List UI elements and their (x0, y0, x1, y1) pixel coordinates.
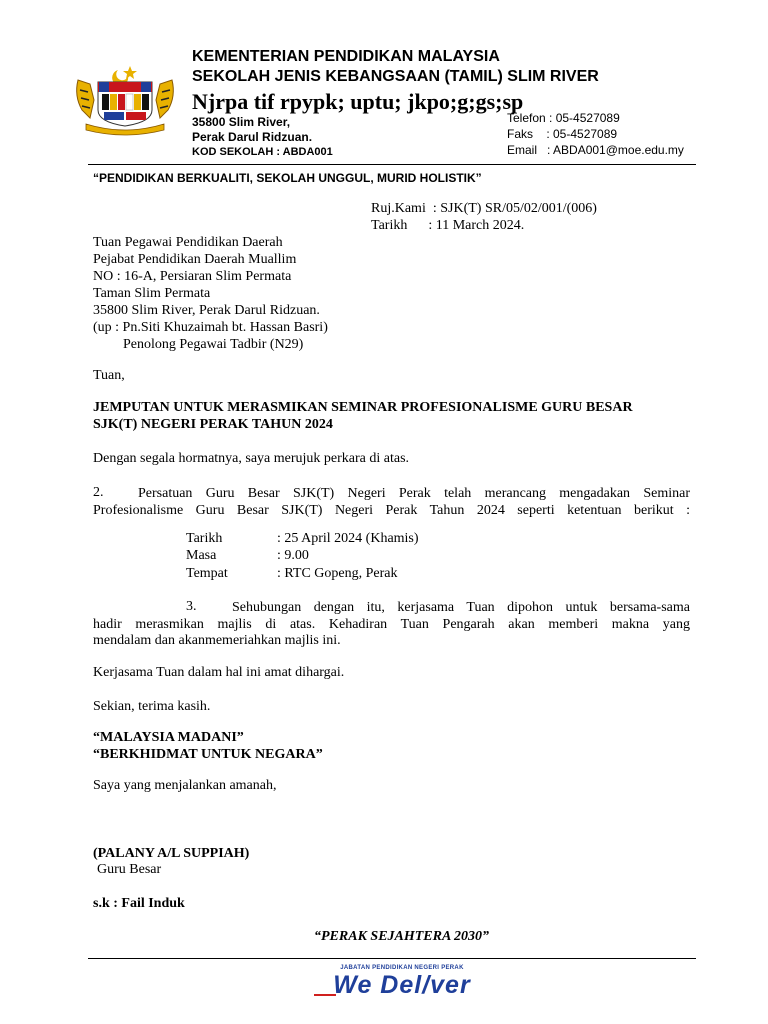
signer-name: (PALANY A/L SUPPIAH) (93, 846, 250, 861)
slogan-line: “MALAYSIA MADANI” (93, 730, 244, 745)
school-motto: “PENDIDIKAN BERKUALITI, SEKOLAH UNGGUL, MURID HOLISTIK” (93, 171, 482, 185)
detail-label: Masa (186, 548, 217, 563)
logo-wordmark: We Del/ver (333, 971, 471, 999)
subject-line: JEMPUTAN UNTUK MERASMIKAN SEMINAR PROFESIONALISME GURU BESAR (93, 400, 633, 415)
detail-value: : RTC Gopeng, Perak (277, 566, 398, 581)
footer-divider (88, 958, 696, 959)
detail-label: Tempat (186, 566, 228, 581)
closing-line: Sekian, terima kasih. (93, 699, 211, 714)
malaysia-coat-of-arms-icon (72, 60, 178, 138)
school-tamil-name: Njrpa tif rpypk; uptu; jkpo;g;gs;sp (192, 89, 524, 114)
recipient-line: (up : Pn.Siti Khuzaimah bt. Hassan Basri) (93, 320, 328, 335)
school-address-line-1: 35800 Slim River, (192, 115, 291, 129)
phone-number: Telefon : 05-4527089 (507, 111, 620, 125)
recipient-line: NO : 16-A, Persiaran Slim Permata (93, 269, 292, 284)
logo-caption: JABATAN PENDIDIKAN NEGERI PERAK (340, 965, 464, 971)
school-code: KOD SEKOLAH : ABDA001 (192, 146, 333, 158)
reference-number: Ruj.Kami : SJK(T) SR/05/02/001/(006) (371, 201, 597, 216)
recipient-line: Taman Slim Permata (93, 286, 211, 301)
paragraph-3-line: hadir merasmikan majlis di atas. Kehadiran Tuan Pengarah akan memberi makna yang (93, 617, 690, 632)
detail-value: : 25 April 2024 (Khamis) (277, 531, 419, 546)
subject-line: SJK(T) NEGERI PERAK TAHUN 2024 (93, 417, 333, 432)
email-address: Email : ABDA001@moe.edu.my (507, 143, 684, 157)
signer-position: Guru Besar (97, 862, 162, 877)
trust-statement: Saya yang menjalankan amanah, (93, 778, 277, 793)
slogan-line: “BERKHIDMAT UNTUK NEGARA” (93, 747, 323, 762)
salutation: Tuan, (93, 368, 125, 383)
recipient-line: Tuan Pegawai Pendidikan Daerah (93, 235, 283, 250)
paragraph-2-line: Persatuan Guru Besar SJK(T) Negeri Perak telah merancang mengadakan Seminar (138, 486, 690, 501)
ministry-title: KEMENTERIAN PENDIDIKAN MALAYSIA (192, 48, 500, 65)
footer-slogan: “PERAK SEJAHTERA 2030” (314, 929, 490, 944)
paragraph-3-line: mendalam dan akanmemeriahkan majlis ini. (93, 633, 341, 648)
header-divider (88, 164, 696, 165)
paragraph-4: Kerjasama Tuan dalam hal ini amat dihargai. (93, 665, 345, 680)
paragraph-1: Dengan segala hormatnya, saya merujuk perkara di atas. (93, 451, 410, 466)
recipient-line: Pejabat Pendidikan Daerah Muallim (93, 252, 297, 267)
logo-swoosh-icon (306, 971, 498, 999)
letter-date: Tarikh : 11 March 2024. (371, 218, 525, 233)
paragraph-3-line: Sehubungan dengan itu, kerjasama Tuan dipohon untuk bersama-sama (232, 600, 690, 615)
carbon-copy: s.k : Fail Induk (93, 896, 185, 911)
paragraph-3-number: 3. (186, 599, 197, 614)
paragraph-2-number: 2. (93, 485, 104, 500)
we-deliver-logo (306, 965, 498, 999)
detail-value: : 9.00 (277, 548, 309, 563)
detail-label: Tarikh (186, 531, 223, 546)
school-name: SEKOLAH JENIS KEBANGSAAN (TAMIL) SLIM RIVER (192, 68, 599, 85)
fax-number: Faks : 05-4527089 (507, 127, 618, 141)
recipient-line: 35800 Slim River, Perak Darul Ridzuan. (93, 303, 320, 318)
recipient-line: Penolong Pegawai Tadbir (N29) (123, 337, 304, 352)
paragraph-2-line: Profesionalisme Guru Besar SJK(T) Negeri Perak Tahun 2024 seperti ketentuan berikut : (93, 503, 690, 518)
school-address-line-2: Perak Darul Ridzuan. (192, 130, 313, 144)
